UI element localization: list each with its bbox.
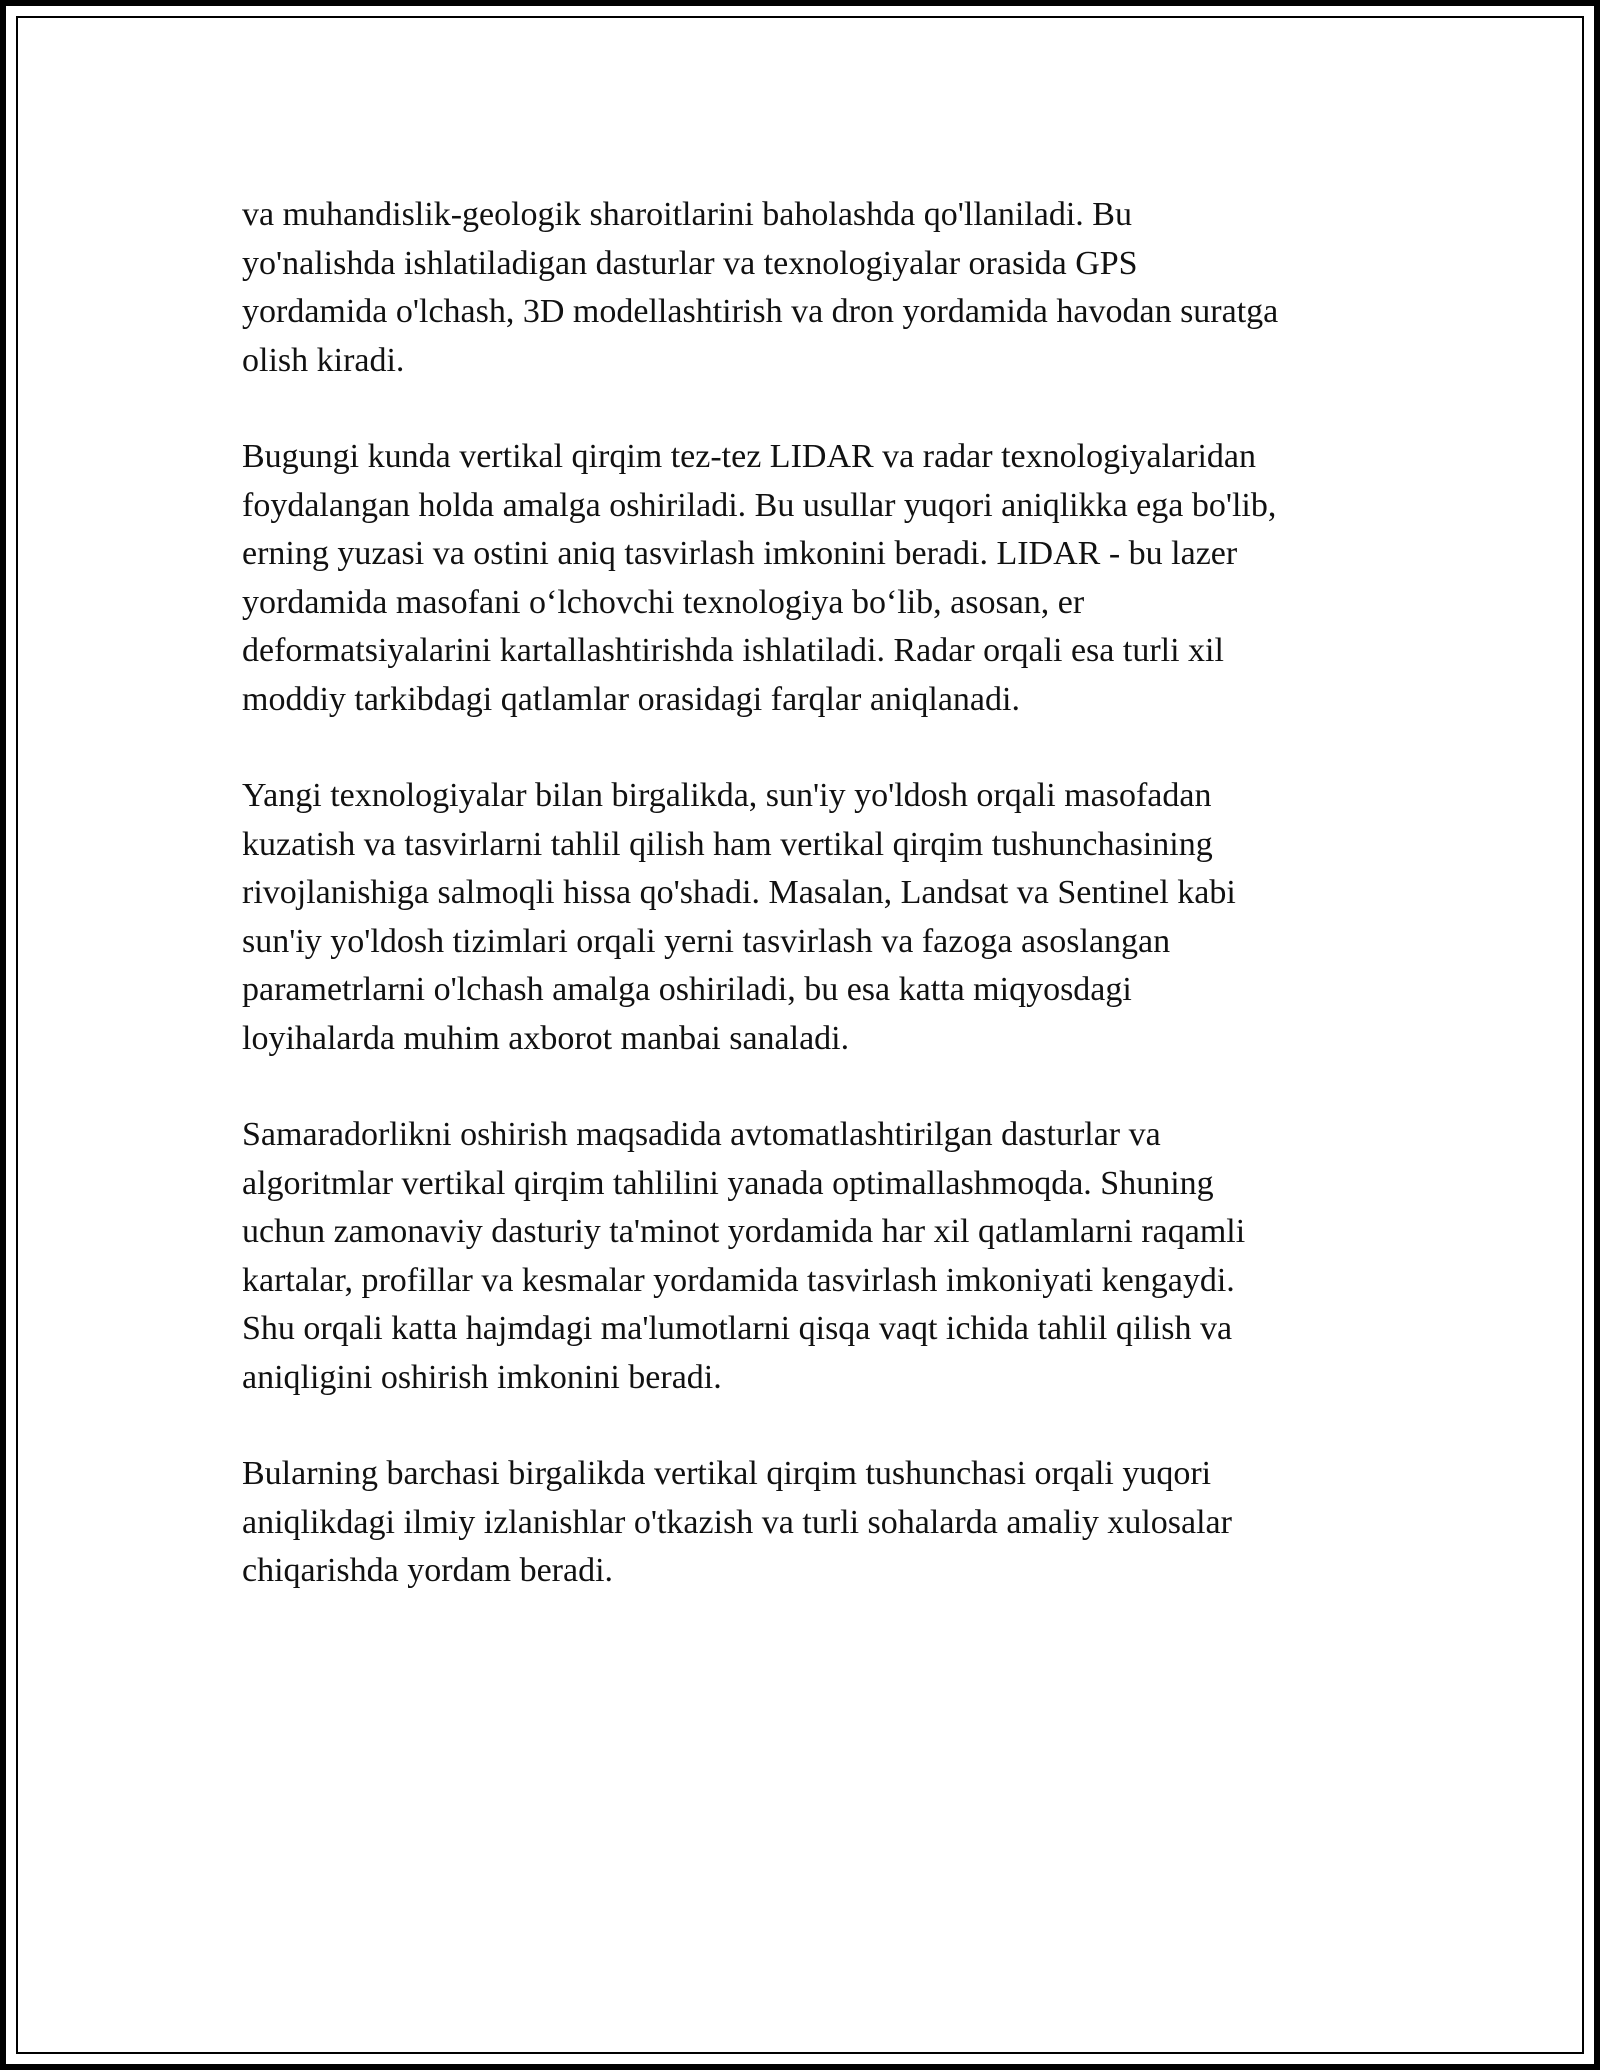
document-body [242, 191, 1367, 1644]
paragraph-1: va muhandislik-geologik sharoitlarini baholashda qo'llaniladi. Bu yo'nalishda ishlatiladigan dasturlar va texnologiyalar orasida GPS yordamida o'lchash, 3D modellashtirish va dron yordamida havodan suratga olish kiradi. [242, 196, 1279, 379]
paragraph-4: Samaradorlikni oshirish maqsadida avtomatlashtirilgan dasturlar va algoritmlar vertikal qirqim tahlilini yanada optimallashmoqda. Shuning uchun zamonaviy dasturiy ta'minot yordamida har xil qatlamlarni raqamli kartalar, profillar va kesmalar yordamida tasvirlash imkoniyati kengaydi. Shu orqali katta hajmdagi ma'lumotlarni qisqa vaqt ichida tahlil qilish va aniqligini oshirish imkonini beradi. [242, 1116, 1246, 1396]
paragraph-5: Bularning barchasi birgalikda vertikal qirqim tushunchasi orqali yuqori aniqlikdagi ilmiy izlanishlar o'tkazish va turli sohalarda amaliy xulosalar chiqarishda yordam beradi. [242, 1455, 1232, 1589]
paragraph-2: Bugungi kunda vertikal qirqim tez-tez LIDAR va radar texnologiyalaridan foydalangan holda amalga oshiriladi. Bu usullar yuqori aniqlikka ega bo'lib, erning yuzasi va ostini aniq tasvirlash imkonini beradi. LIDAR - bu lazer yordamida masofani o‘lchovchi texnologiya bo‘lib, asosan, er deformatsiyalarini kartallashtirishda ishlatiladi. Radar orqali esa turli xil moddiy tarkibdagi qatlamlar orasidagi farqlar aniqlanadi. [242, 438, 1277, 718]
paragraph-3: Yangi texnologiyalar bilan birgalikda, sun'iy yo'ldosh orqali masofadan kuzatish va tasvirlarni tahlil qilish ham vertikal qirqim tushunchasining rivojlanishiga salmoqli hissa qo'shadi. Masalan, Landsat va Sentinel kabi sun'iy yo'ldosh tizimlari orqali yerni tasvirlash va fazoga asoslangan parametrlarni o'lchash amalga oshiriladi, bu esa katta miqyosdagi loyihalarda muhim axborot manbai sanaladi. [242, 777, 1236, 1057]
